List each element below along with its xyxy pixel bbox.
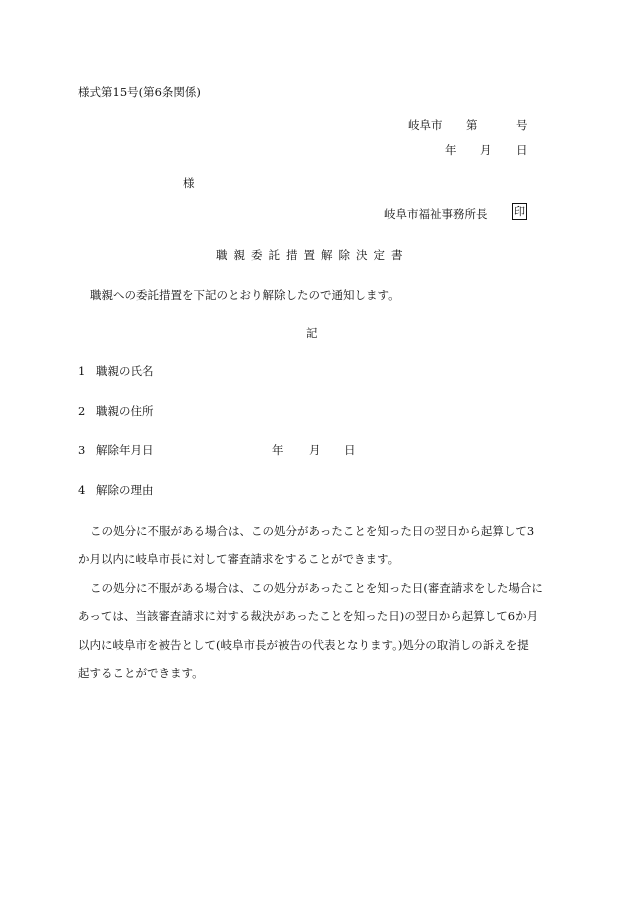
item-1-label: 職親の氏名 xyxy=(96,364,154,378)
item-3-day: 日 xyxy=(344,443,356,457)
notice-p1-line2: か月以内に岐阜市長に対して審査請求をすることができます。 xyxy=(78,552,400,566)
item-3-number: 3 xyxy=(78,443,86,457)
item-2-number: 2 xyxy=(78,404,86,418)
item-4-number: 4 xyxy=(78,483,86,497)
doc-number-dai: 第 xyxy=(466,118,478,132)
notice-p2-line4: 起することができます。 xyxy=(78,666,204,680)
ki-heading: 記 xyxy=(306,326,318,340)
form-number: 様式第15号(第6条関係) xyxy=(78,85,201,99)
item-2-label: 職親の住所 xyxy=(96,404,154,418)
item-3-year: 年 xyxy=(272,443,284,457)
date-year: 年 xyxy=(445,143,457,157)
doc-number-city: 岐阜市 xyxy=(408,118,443,132)
item-4-label: 解除の理由 xyxy=(96,483,154,497)
item-1-number: 1 xyxy=(78,364,86,378)
item-3-month: 月 xyxy=(309,443,321,457)
seal-box: 印 xyxy=(514,205,525,218)
notice-p2-line1: この処分に不服がある場合は、この処分があったことを知った日(審査請求をした場合に xyxy=(90,581,543,595)
intro-text: 職親への委託措置を下記のとおり解除したので通知します。 xyxy=(90,288,400,302)
date-day: 日 xyxy=(516,143,528,157)
addressee-suffix: 様 xyxy=(183,176,195,190)
notice-p2-line3: 以内に岐阜市を被告として(岐阜市長が被告の代表となります。)処分の取消しの訴えを提 xyxy=(78,638,529,652)
date-month: 月 xyxy=(480,143,492,157)
notice-p1-line1: この処分に不服がある場合は、この処分があったことを知った日の翌日から起算して3 xyxy=(90,524,535,538)
notice-p2-line2: あっては、当該審査請求に対する裁決があったことを知った日)の翌日から起算して6か月 xyxy=(78,609,539,623)
issuer-name: 岐阜市福祉事務所長 xyxy=(384,207,488,221)
item-3-label: 解除年月日 xyxy=(96,443,154,457)
document-title: 職親委託措置解除決定書 xyxy=(216,248,409,262)
doc-number-go: 号 xyxy=(516,118,528,132)
